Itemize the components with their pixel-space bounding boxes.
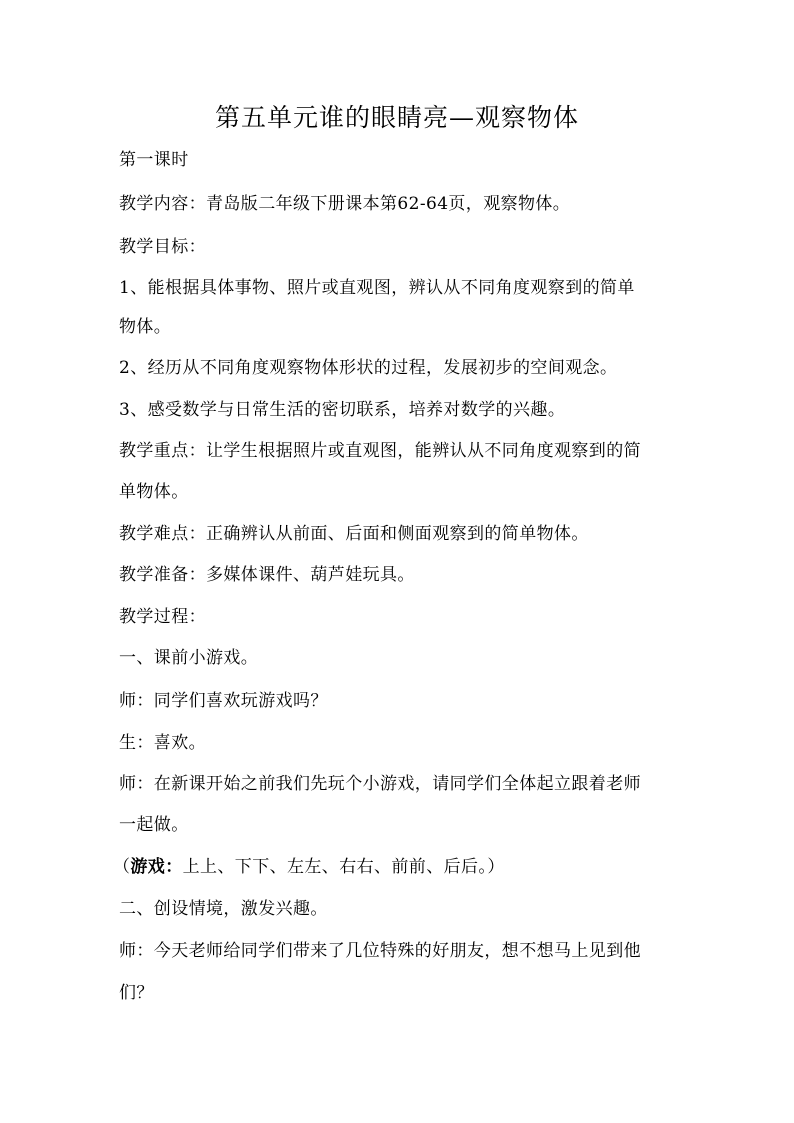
process-heading: 教学过程： <box>119 607 206 627</box>
game-line <box>113 855 673 879</box>
game-open-paren: （ <box>113 857 131 877</box>
goal-1-line-1: 1、能根据具体事物、照片或直观图，辨认从不同角度观察到的简单 <box>119 278 635 298</box>
teaching-content: 教学内容：青岛版二年级下册课本第62-64页，观察物体。 <box>119 194 571 214</box>
teaching-goals-heading: 教学目标： <box>119 237 206 257</box>
section-2-heading: 二、创设情境，激发兴趣。 <box>119 899 328 919</box>
document-title: 第五单元谁的眼睛亮—观察物体 <box>214 103 579 132</box>
difficult-point: 教学难点：正确辨认从前面、后面和侧面观察到的简单物体。 <box>119 524 589 544</box>
teacher-line-1: 师：同学们喜欢玩游戏吗？ <box>119 691 328 711</box>
preparation: 教学准备：多媒体课件、葫芦娃玩具。 <box>119 565 415 585</box>
game-content: 上上、下下、左左、右右、前前、后后。 <box>182 857 488 877</box>
key-point-line-1: 教学重点：让学生根据照片或直观图，能辨认从不同角度观察到的简 <box>119 441 641 461</box>
goal-2: 2、经历从不同角度观察物体形状的过程，发展初步的空间观念。 <box>119 358 618 378</box>
lesson-period: 第一课时 <box>119 150 189 170</box>
teacher-line-2-part-1: 师：在新课开始之前我们先玩个小游戏，请同学们全体起立跟着老师 <box>119 774 641 794</box>
teacher-line-3-part-2: 们？ <box>119 983 154 1003</box>
key-point-line-2: 单物体。 <box>119 482 189 502</box>
game-label: 游戏： <box>130 857 183 877</box>
goal-3: 3、感受数学与日常生活的密切联系，培养对数学的兴趣。 <box>119 400 566 420</box>
student-line-1: 生：喜欢。 <box>119 733 206 753</box>
game-close-paren: ） <box>487 857 505 877</box>
section-1-heading: 一、课前小游戏。 <box>119 648 259 668</box>
teacher-line-3-part-1: 师：今天老师给同学们带来了几位特殊的好朋友，想不想马上见到他 <box>119 941 641 961</box>
teacher-line-2-part-2: 一起做。 <box>119 815 189 835</box>
goal-1-line-2: 物体。 <box>119 317 172 337</box>
